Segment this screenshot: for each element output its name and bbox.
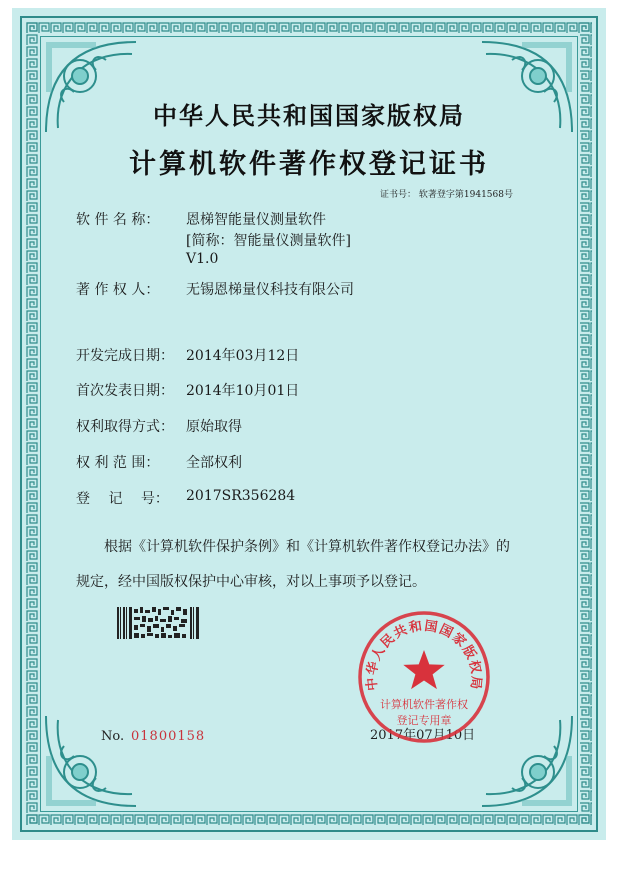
issue-date: 2017年07月10日 [370,728,476,743]
issuing-authority: 中华人民共和国国家版权局 [153,101,465,130]
body-line-1: 根据《计算机软件保护条例》和《计算机软件著作权登记办法》的 [104,539,510,555]
first-publish-date-label: 首次发表日期： [76,383,174,399]
rights-scope-label: 权 利 范 围： [76,455,160,471]
software-name-label: 软 件 名 称： [76,212,160,228]
svg-text:计算机软件著作权: 计算机软件著作权 [380,698,468,711]
qr-barcode [117,607,201,639]
field-registration-no [76,488,296,508]
field-acquisition-method [76,416,242,436]
field-software-name [76,209,326,229]
dev-complete-date-label: 开发完成日期： [76,348,174,364]
software-name-value: 恩梯智能量仪测量软件 [186,212,326,228]
certificate-number [380,187,513,200]
official-seal-stamp [355,608,493,746]
rights-scope-value: 全部权利 [186,455,242,471]
field-rights-scope [76,452,242,472]
dev-complete-date-value: 2014年03月12日 [186,348,300,364]
field-copyright-owner [76,279,354,299]
software-version: V1.0 [186,251,219,267]
svg-text:中华人民共和国国家版权局: 中华人民共和国国家版权局 [364,618,484,692]
acquisition-method-label: 权利取得方式： [76,419,174,435]
serial-number-label: No. [101,729,125,744]
copyright-owner-label: 著 作 权 人： [76,282,160,298]
certificate-number-value: 软著登字第1941568号 [418,190,513,200]
serial-number-value: 01800158 [131,729,206,744]
svg-text:登记专用章: 登记专用章 [396,714,452,727]
certificate-title: 计算机软件著作权登记证书 [129,149,489,180]
registration-no-value: 2017SR356284 [186,488,296,504]
acquisition-method-value: 原始取得 [186,419,242,435]
copyright-owner-value: 无锡恩梯量仪科技有限公司 [186,282,354,298]
registration-no-label: 登 记 号： [76,491,169,507]
first-publish-date-value: 2014年10月01日 [186,383,300,399]
certificate-number-label: 证书号： [380,190,417,200]
software-short-name: [简称：智能量仪测量软件] [186,233,351,249]
corner-ornament-bottom-left [36,706,146,816]
body-line-2: 规定，经中国版权保护中心审核，对以上事项予以登记。 [76,574,426,590]
field-dev-complete-date [76,345,300,365]
field-first-publish-date [76,380,300,400]
